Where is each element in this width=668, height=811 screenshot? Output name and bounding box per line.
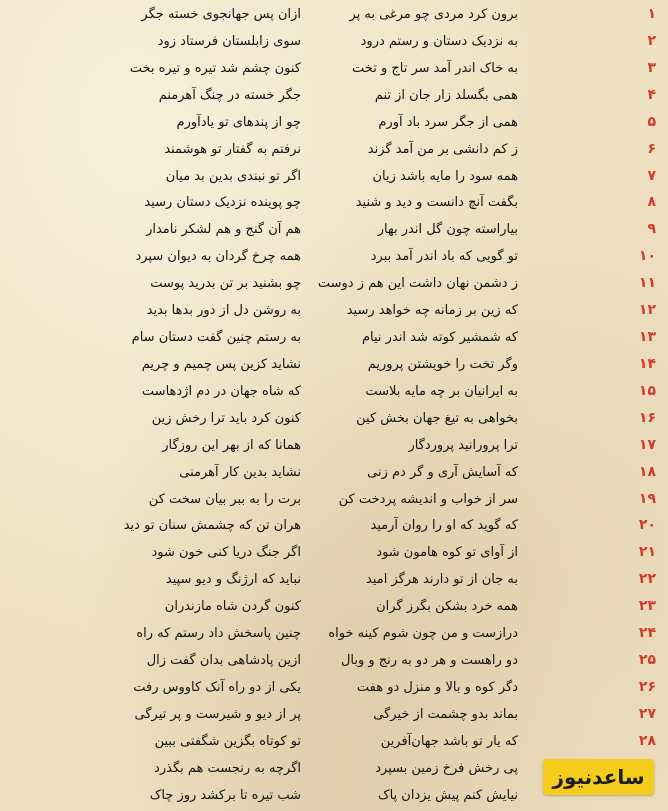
second-hemistich: به خاک اندر آمد سر تاج و تخت: [352, 60, 518, 76]
second-hemistich: ز کم دانشی بر من آمد گزند: [367, 141, 518, 157]
couplet-number: ۲۳: [638, 598, 656, 615]
second-hemistich: دگر کوه و بالا و منزل دو هفت: [356, 680, 518, 695]
second-hemistich: که یار تو باشد جهان‌آفرین: [380, 733, 518, 749]
couplet-number: ۲۴: [638, 625, 656, 642]
couplet-number: ۲: [647, 32, 656, 49]
couplet-row: [0, 297, 668, 324]
couplet-row: [0, 136, 668, 163]
couplet-row: [0, 432, 668, 459]
couplet-row: [0, 351, 668, 378]
couplet-row: [0, 647, 668, 674]
first-hemistich: چنین پاسخش داد رستم که راه: [136, 626, 301, 642]
second-hemistich: همی بگسلد زار جان از تنم: [374, 87, 518, 103]
first-hemistich: نشاید کزین پس چمیم و چریم: [141, 356, 301, 372]
second-hemistich: به جان از تو دارند هرگز امید: [366, 572, 518, 588]
second-hemistich: ترا پرورانید پروردگار: [408, 437, 518, 453]
couplet-row: [0, 28, 668, 55]
couplet-row: [0, 55, 668, 82]
second-hemistich: که گوید که او را روان آرمید: [370, 518, 518, 534]
couplet-row: [0, 189, 668, 216]
couplet-row: [0, 216, 668, 243]
first-hemistich: شب تیره تا برکشد روز چاک: [149, 787, 301, 803]
first-hemistich: نرفتم به گفتار تو هوشمند: [164, 141, 301, 157]
couplet-row: [0, 674, 668, 701]
first-hemistich: یکی از دو راه آنک کاووس رفت: [133, 680, 301, 695]
couplet-row: [0, 620, 668, 647]
couplet-row: [0, 324, 668, 351]
second-hemistich: ز دشمن نهان داشت این هم ز دوست: [317, 276, 518, 292]
first-hemistich: کنون چشم شد تیره و تیره بخت: [129, 60, 301, 76]
first-hemistich: نشاید بدین کار آهرمنی: [179, 464, 301, 480]
first-hemistich: تو کوتاه بگزین شگفتی ببین: [154, 733, 301, 749]
couplet-number: ۲۷: [638, 705, 656, 722]
first-hemistich: پر از دیو و شیرست و پر تیرگی: [134, 706, 301, 722]
couplet-number: ۳: [647, 59, 656, 76]
second-hemistich: پی رخش فرخ زمین بسپرد: [375, 760, 518, 776]
couplet-number: ۱۶: [638, 409, 656, 426]
second-hemistich: بگفت آنچ دانست و دید و شنید: [355, 195, 518, 211]
second-hemistich: همه خرد بشکن بگرز گران: [376, 599, 518, 615]
couplet-row: [0, 405, 668, 432]
couplet-row: [0, 243, 668, 270]
first-hemistich: چو پوینده نزدیک دستان رسید: [144, 195, 301, 211]
first-hemistich: همه چرخ گردان به دیوان سپرد: [135, 249, 301, 265]
first-hemistich: جگر خسته در چنگ آهرمنم: [158, 87, 301, 103]
couplet-number: ۲۶: [638, 679, 656, 695]
couplet-number: ۱: [647, 6, 656, 22]
couplet-number: ۱۹: [638, 490, 656, 507]
first-hemistich: اگر جنگ دریا کنی خون شود: [151, 545, 301, 561]
couplet-row: [0, 459, 668, 486]
couplet-row: [0, 1, 668, 28]
couplet-row: [0, 701, 668, 728]
couplet-row: [0, 512, 668, 539]
second-hemistich: به نزدیک دستان و رستم درود: [360, 33, 518, 49]
second-hemistich: نیایش کنم پیش یزدان پاک: [377, 787, 518, 803]
first-hemistich: ازین پادشاهی بدان گفت زال: [146, 653, 301, 669]
couplet-row: [0, 82, 668, 109]
couplet-number: ۶: [647, 140, 656, 157]
couplet-row: [0, 539, 668, 566]
first-hemistich: چو بشنید بر تن بدرید پوست: [150, 276, 301, 292]
second-hemistich: همی از جگر سرد باد آورم: [378, 114, 518, 130]
couplet-row: [0, 566, 668, 593]
first-hemistich: هران تن که چشمش سنان تو دید: [123, 518, 301, 534]
couplet-number: ۱۲: [638, 302, 656, 319]
first-hemistich: به رستم چنین گفت دستان سام: [131, 330, 301, 346]
first-hemistich: به روشن دل از دور بدها بدید: [146, 303, 301, 319]
first-hemistich: کنون گردن شاه مازندران: [164, 599, 301, 615]
second-hemistich: برون کرد مردی چو مرغی به پر: [349, 7, 518, 22]
second-hemistich: بخواهی به تیغ جهان بخش کین: [356, 410, 518, 426]
couplet-number: ۹: [647, 221, 656, 238]
first-hemistich: که شاه جهان در دم اژدهاست: [141, 383, 301, 399]
logo-text: ساعدنیوز: [552, 765, 645, 789]
first-hemistich: برت را به ببر بیان سخت کن: [148, 491, 301, 507]
second-hemistich: از آوای تو کوه هامون شود: [376, 545, 518, 561]
couplet-row: [0, 270, 668, 297]
first-hemistich: اگرچه به رنجست هم بگذرد: [154, 760, 301, 776]
saadnews-logo: [543, 759, 654, 795]
second-hemistich: دو راهست و هر دو به رنج و وبال: [340, 653, 518, 669]
first-hemistich: هم آن گنج و هم لشکر نامدار: [146, 222, 301, 238]
couplet-number: ۱۳: [638, 329, 656, 346]
couplet-row: [0, 163, 668, 190]
second-hemistich: وگر تخت را خویشتن پروریم: [367, 356, 518, 372]
first-hemistich: چو از پندهای تو یادآورم: [176, 114, 301, 130]
couplet-number: ۲۱: [638, 544, 656, 561]
couplet-row: [0, 378, 668, 405]
first-hemistich: همانا که از بهر این روزگار: [162, 437, 301, 453]
second-hemistich: که آسایش آری و گر دم زنی: [367, 464, 518, 480]
couplet-row: [0, 593, 668, 620]
couplet-row: [0, 486, 668, 513]
couplet-number: ۱۵: [638, 382, 656, 399]
couplet-number: ۱۴: [638, 355, 656, 372]
second-hemistich: همه سود را مایه باشد زیان: [372, 168, 518, 184]
second-hemistich: درازست و من چون شوم کینه خواه: [328, 626, 518, 642]
couplet-number: ۷: [647, 167, 656, 184]
second-hemistich: بماند بدو چشمت از خیرگی: [373, 706, 518, 722]
second-hemistich: سر از خواب و اندیشه پردخت کن: [338, 491, 518, 507]
couplet-number: ۲۵: [638, 652, 656, 669]
couplet-number: ۵: [647, 113, 656, 130]
couplet-number: ۱۸: [638, 463, 656, 480]
couplet-row: [0, 109, 668, 136]
first-hemistich: اگر تو نبندی بدین بد میان: [165, 168, 301, 184]
second-hemistich: که شمشیر کوته شد اندر نیام: [361, 330, 518, 346]
couplet-number: ۴: [647, 86, 656, 103]
second-hemistich: بیاراسته چون گل اندر بهار: [377, 222, 518, 238]
second-hemistich: که زین بر زمانه چه خواهد رسید: [346, 303, 518, 319]
couplet-number: ۱۱: [638, 275, 656, 292]
first-hemistich: کنون کرد باید ترا رخش زین: [151, 410, 301, 426]
first-hemistich: ازان پس جهانجوی خسته جگر: [141, 7, 301, 22]
couplet-row: [0, 728, 668, 755]
second-hemistich: تو گویی که باد اندر آمد ببرد: [370, 249, 518, 265]
second-hemistich: به ایرانیان بر چه مایه بلاست: [365, 383, 518, 399]
couplet-number: ۲۸: [638, 732, 656, 749]
couplet-number: ۱۷: [638, 436, 656, 453]
couplet-number: ۲۰: [638, 517, 656, 534]
first-hemistich: سوی زابلستان فرستاد زود: [157, 33, 301, 49]
couplet-number: ۸: [647, 194, 656, 211]
couplet-number: ۲۲: [638, 571, 656, 588]
couplet-number: ۱۰: [638, 248, 656, 265]
first-hemistich: نباید که ارژنگ و دیو سپید: [165, 572, 301, 588]
